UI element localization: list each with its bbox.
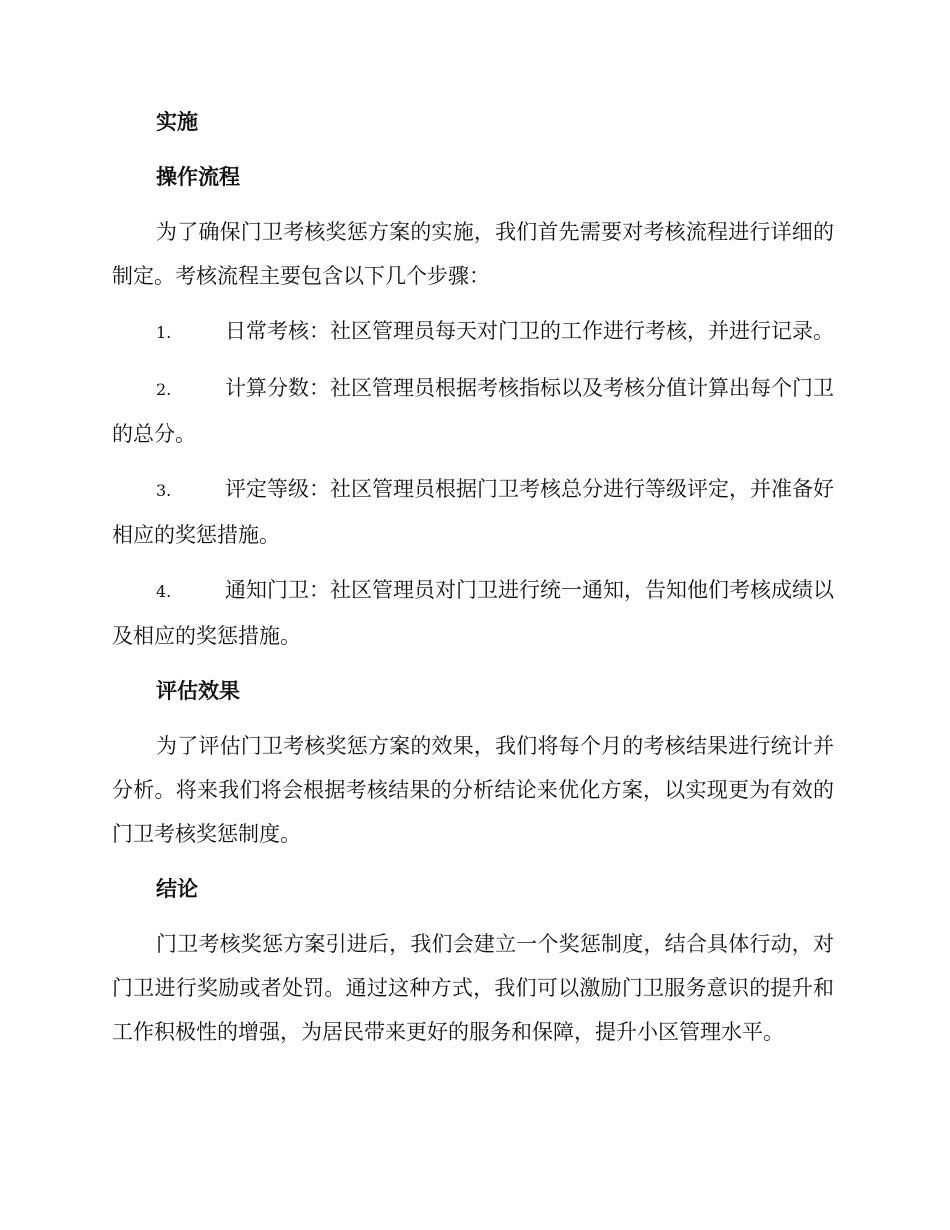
conclusion-paragraph: 门卫考核奖惩方案引进后，我们会建立一个奖惩制度，结合具体行动，对门卫进行奖励或者处罚。通过这种方式，我们可以激励门卫服务意识的提升和工作积极性的增强，为居民带来更好的服务和保障，提升小区管理水平。 [112,932,834,1044]
evaluation-paragraph: 为了评估门卫考核奖惩方案的效果，我们将每个月的考核结果进行统计并分析。将来我们将会根据考核结果的分析结论来优化方案，以实现更为有效的门卫考核奖惩制度。 [112,734,834,846]
implementation-heading: 实施 [156,110,198,134]
list-item [112,467,834,557]
list-item [112,366,834,456]
list-item-number: 4. [156,582,172,601]
process-intro-paragraph: 为了确保门卫考核奖惩方案的实施，我们首先需要对考核流程进行详细的制定。考核流程主要包含以下几个步骤： [112,220,834,288]
list-item [112,309,834,355]
evaluation-heading: 评估效果 [156,679,240,703]
conclusion-heading: 结论 [156,877,198,901]
list-item-number: 1. [156,323,172,342]
list-item-text: 日常考核：社区管理员每天对门卫的工作进行考核，并进行记录。 [225,319,834,343]
list-item-text: 通知门卫：社区管理员对门卫进行统一通知，告知他们考核成绩以及相应的奖惩措施。 [112,578,834,648]
list-item-number: 2. [156,380,172,399]
process-heading: 操作流程 [156,165,240,189]
document-page [112,100,834,1065]
list-item-number: 3. [156,481,172,500]
list-item-text: 评定等级：社区管理员根据门卫考核总分进行等级评定，并准备好相应的奖惩措施。 [112,477,834,547]
list-item [112,568,834,658]
list-item-text: 计算分数：社区管理员根据考核指标以及考核分值计算出每个门卫的总分。 [112,376,834,446]
